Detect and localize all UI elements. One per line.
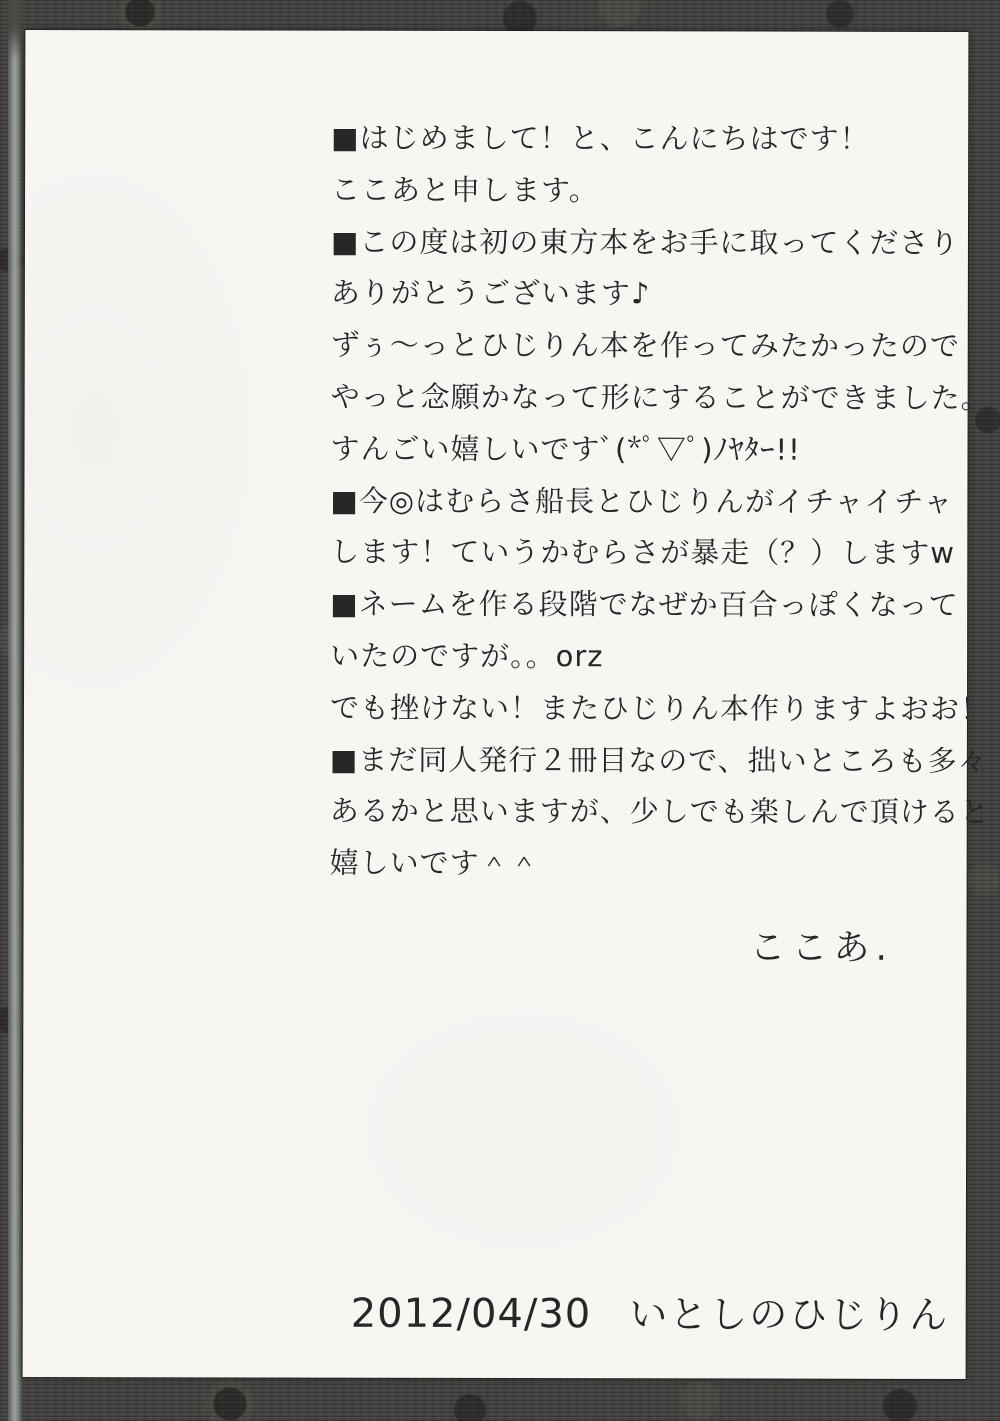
page-gutter-strip <box>8 0 22 1421</box>
text-line: でも挫けない！またひじりん本作りますよおお！ <box>329 690 991 726</box>
text-line: ■今◎はむらさ船長とひじりんがイチャイチャ <box>330 483 954 519</box>
book-title: いとしのひじりん <box>629 1292 950 1337</box>
afterword-text-block <box>330 113 992 891</box>
colophon-line <box>351 1283 950 1339</box>
text-line: 嬉しいです＾＾ <box>329 845 540 881</box>
author-signature: ここあ. <box>749 927 893 969</box>
text-line: すんごい嬉しいですﾞ(*ﾟ▽ﾟ)ﾉﾔﾀｰ!! <box>330 431 801 467</box>
text-line: ありがとうございます♪ <box>330 276 651 311</box>
text-line: します！ていうかむらさが暴走（？）しますw <box>330 535 956 571</box>
text-line: ■まだ同人発行２冊目なので、拙いところも多々 <box>329 742 988 778</box>
text-line: やっと念願かなって形にすることができました。 <box>330 379 991 416</box>
text-line: ずぅ～っとひじりん本を作ってみたかったので <box>330 327 960 364</box>
publication-date: 2012/04/30 <box>350 1290 592 1338</box>
text-line: あるかと思いますが、少しでも楽しんで頂けると <box>329 794 990 830</box>
afterword-paper-page <box>23 30 991 1379</box>
text-line: ■この度は初の東方本をお手に取ってくださり <box>330 224 960 260</box>
text-line: ■はじめまして！と、こんにちはです！ <box>331 120 870 156</box>
text-line: ここあと申します。 <box>331 172 599 208</box>
text-line: いたのですが。。orz <box>330 638 604 674</box>
text-line: ■ネームを作る段階でなぜか百合っぽくなって <box>330 586 959 623</box>
